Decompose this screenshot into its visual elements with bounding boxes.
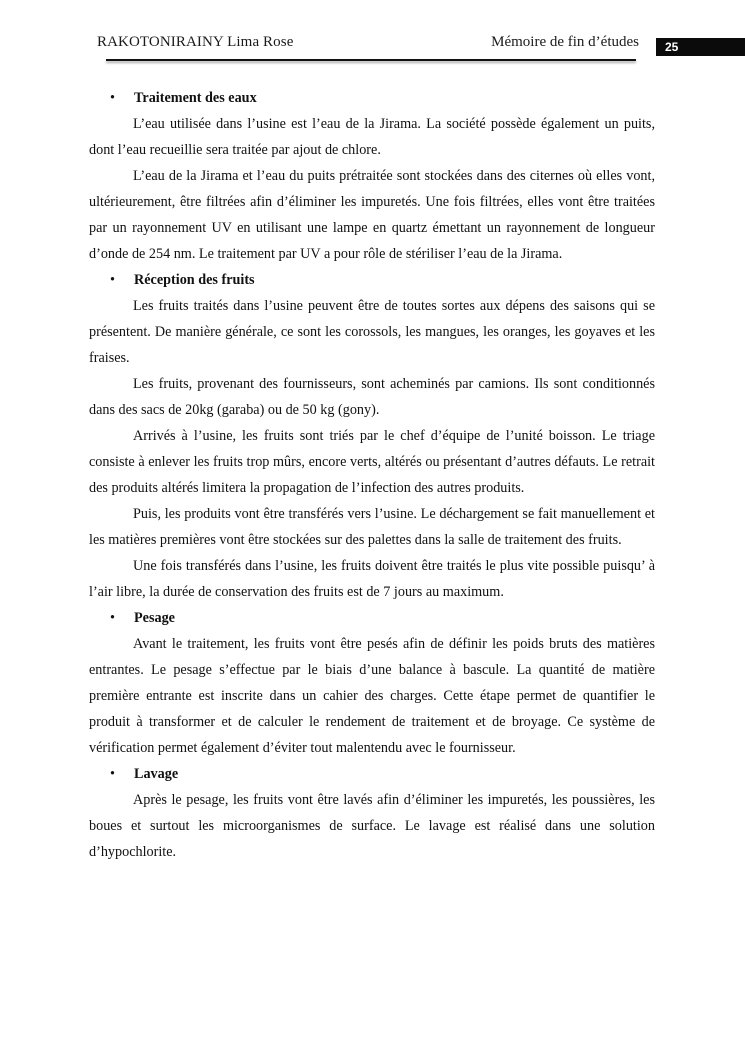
header-rule bbox=[106, 59, 636, 61]
paragraph: Arrivés à l’usine, les fruits sont triés par le chef d’équipe de l’unité boisson. Le triage consiste à enlever les fruits trop mûrs, encore verts, altérés ou présentant d’autres défauts. Le retrait des produits altérés limitera la propagation de l’infection des autres produits. bbox=[89, 428, 655, 496]
section-heading-text: Pesage bbox=[134, 610, 175, 626]
document-body bbox=[89, 85, 655, 865]
section-heading-text: Traitement des eaux bbox=[134, 90, 257, 106]
bullet-icon: • bbox=[110, 766, 115, 782]
section-heading bbox=[89, 605, 655, 631]
paragraph: Avant le traitement, les fruits vont être pesés afin de définir les poids bruts des matières entrantes. Le pesage s’effectue par le biais d’une balance à bascule. La quantité de matière première entrante est inscrite dans un cahier des charges. Cette étape permet de quantifier le produit à transformer et de calculer le rendement de traitement et de broyage. Ce système de vérification permet également d’éviter tout malentendu avec le fournisseur. bbox=[89, 636, 655, 756]
paragraph: L’eau utilisée dans l’usine est l’eau de la Jirama. La société possède également un puits, dont l’eau recueillie sera traitée par ajout de chlore. bbox=[89, 116, 655, 158]
paragraph: Les fruits traités dans l’usine peuvent être de toutes sortes aux dépens des saisons qui se présentent. De manière générale, ce sont les corossols, les mangues, les oranges, les goyaves et les fraises. bbox=[89, 298, 655, 366]
section-heading-text: Réception des fruits bbox=[134, 272, 255, 288]
header-title: Mémoire de fin d’études bbox=[491, 34, 639, 50]
bullet-icon: • bbox=[110, 610, 115, 626]
bullet-icon: • bbox=[110, 272, 115, 288]
section-heading-text: Lavage bbox=[134, 766, 179, 782]
paragraph: Après le pesage, les fruits vont être lavés afin d’éliminer les impuretés, les poussières, les boues et surtout les microorganismes de surface. Le lavage est réalisé dans une solution d’hypochlorite. bbox=[89, 792, 655, 860]
paragraph: Les fruits, provenant des fournisseurs, sont acheminés par camions. Ils sont conditionnés dans des sacs de 20kg (garaba) ou de 50 kg (gony). bbox=[89, 376, 655, 418]
paragraph: L’eau de la Jirama et l’eau du puits prétraitée sont stockées dans des citernes où elles vont, ultérieurement, être filtrées afin d’éliminer les impuretés. Une fois filtrées, elles vont être traitées par un rayonnement UV en utilisant une lampe en quartz émettant un rayonnement de longueur d’onde de 254 nm. Le traitement par UV a pour rôle de stériliser l’eau de la Jirama. bbox=[89, 168, 655, 262]
section-heading bbox=[89, 267, 655, 293]
bullet-icon: • bbox=[110, 90, 115, 106]
paragraph: Une fois transférés dans l’usine, les fruits doivent être traités le plus vite possible puisqu’ à l’air libre, la durée de conservation des fruits est de 7 jours au maximum. bbox=[89, 558, 655, 600]
page-number-badge: 25 bbox=[656, 38, 745, 56]
paragraph: Puis, les produits vont être transférés vers l’usine. Le déchargement se fait manuellement et les matières premières vont être stockées sur des palettes dans la salle de traitement des fruits. bbox=[89, 506, 655, 548]
section-heading bbox=[89, 85, 655, 111]
section-heading bbox=[89, 761, 655, 787]
header-author: RAKOTONIRAINY Lima Rose bbox=[97, 34, 294, 50]
